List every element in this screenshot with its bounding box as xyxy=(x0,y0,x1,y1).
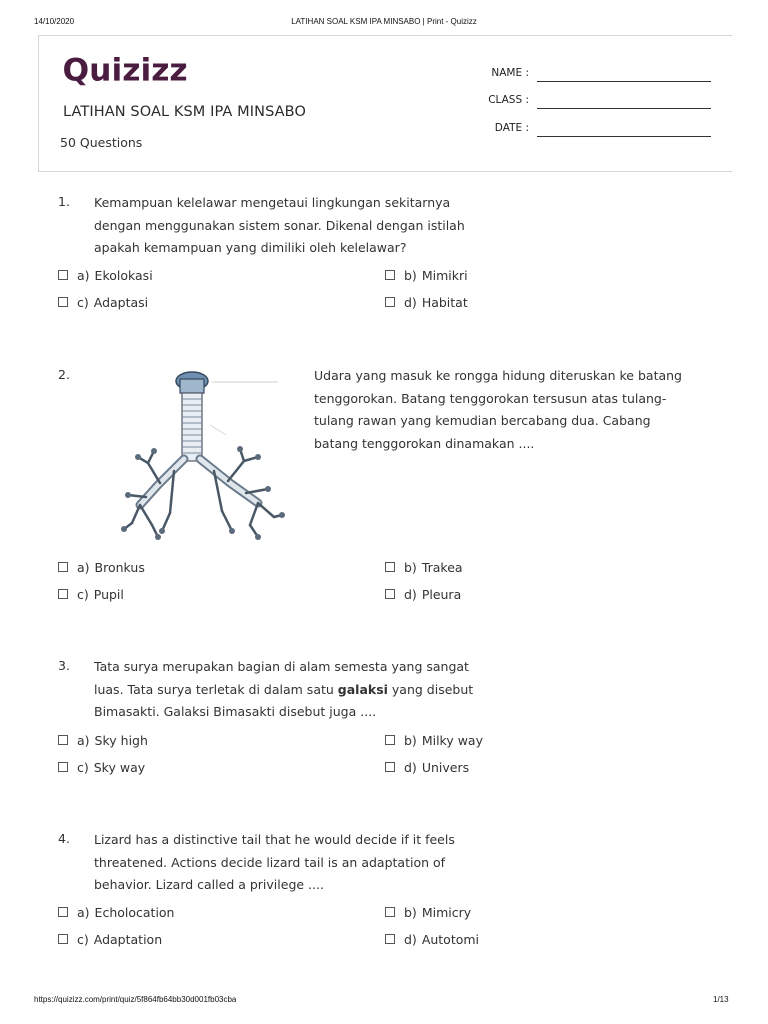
option-text: Mimicry xyxy=(421,904,472,920)
question-number: 1. xyxy=(58,194,70,209)
question-line: behavior. Lizard called a privilege .... xyxy=(94,877,324,892)
class-label: CLASS : xyxy=(488,94,529,106)
print-date: 14/10/2020 xyxy=(34,17,75,26)
checkbox[interactable] xyxy=(385,562,395,572)
checkbox[interactable] xyxy=(385,270,395,280)
option-c[interactable] xyxy=(58,293,148,311)
question-line: Udara yang masuk ke rongga hidung diteruskan ke batang xyxy=(314,368,682,383)
option-c[interactable] xyxy=(58,585,124,603)
question-line: threatened. Actions decide lizard tail is an adaptation of xyxy=(94,854,446,870)
checkbox[interactable] xyxy=(385,735,395,745)
option-text: Sky high xyxy=(94,732,148,748)
print-page-title: LATIHAN SOAL KSM IPA MINSABO | Print - Quizizz xyxy=(291,17,477,26)
quiz-header-card xyxy=(38,35,732,172)
option-a[interactable] xyxy=(58,731,148,749)
question-count: 50 Questions xyxy=(60,135,143,150)
option-c[interactable] xyxy=(58,758,145,776)
question-line: apakah kemampuan yang dimiliki oleh kelelawar? xyxy=(94,240,407,255)
question-text xyxy=(94,829,489,897)
question-line: Lizard has a distinctive tail that he would decide if it feels xyxy=(94,832,455,847)
question-number: 4. xyxy=(58,831,70,846)
class-line xyxy=(537,108,711,109)
option-letter: a) xyxy=(77,904,90,920)
option-letter: c) xyxy=(77,294,89,310)
question-line: dengan menggunakan sistem sonar. Dikenal dengan istilah xyxy=(94,217,465,233)
question-text xyxy=(94,656,489,724)
option-d[interactable] xyxy=(385,585,461,603)
checkbox[interactable] xyxy=(58,589,68,599)
option-letter: b) xyxy=(404,904,417,920)
date-line xyxy=(537,136,711,137)
checkbox[interactable] xyxy=(385,297,395,307)
date-label: DATE : xyxy=(494,122,529,134)
option-text: Mimikri xyxy=(421,267,468,283)
option-letter: b) xyxy=(404,732,417,748)
print-url: https://quizizz.com/print/quiz/5f864fb64bb30d001fb03cba xyxy=(34,995,237,1004)
checkbox[interactable] xyxy=(58,762,68,772)
option-letter: d) xyxy=(404,586,417,602)
checkbox[interactable] xyxy=(58,735,68,745)
question-line: Tata surya merupakan bagian di alam semesta yang sangat xyxy=(94,659,469,674)
option-text: Autotomi xyxy=(421,931,480,947)
option-text: Pleura xyxy=(421,586,462,602)
option-letter: a) xyxy=(77,732,90,748)
question-text xyxy=(94,192,489,260)
option-letter: a) xyxy=(77,267,90,283)
checkbox[interactable] xyxy=(58,934,68,944)
option-b[interactable] xyxy=(385,266,468,284)
option-letter: c) xyxy=(77,759,89,775)
question-line: tenggorokan. Batang tenggorokan tersusun atas tulang- xyxy=(314,390,667,406)
option-text: Univers xyxy=(421,759,470,775)
checkbox[interactable] xyxy=(58,562,68,572)
checkbox[interactable] xyxy=(385,589,395,599)
question-number: 2. xyxy=(58,367,70,382)
option-a[interactable] xyxy=(58,558,145,576)
option-letter: c) xyxy=(77,586,89,602)
question-line: Kemampuan kelelawar mengetaui lingkungan sekitarnya xyxy=(94,195,451,210)
option-text: Sky way xyxy=(93,759,146,775)
question-text xyxy=(314,365,714,455)
checkbox[interactable] xyxy=(58,297,68,307)
option-letter: b) xyxy=(404,559,417,575)
question-line: luas. Tata surya terletak di dalam satu galaksi yang disebut xyxy=(94,681,474,697)
option-letter: a) xyxy=(77,559,90,575)
option-text: Ekolokasi xyxy=(94,267,153,283)
question-line: Bimasakti. Galaksi Bimasakti disebut juga .... xyxy=(94,704,377,719)
option-text: Adaptasi xyxy=(93,294,149,310)
option-d[interactable] xyxy=(385,930,479,948)
quiz-title: LATIHAN SOAL KSM IPA MINSABO xyxy=(63,104,306,120)
question-line: tulang rawan yang kemudian bercabang dua. Cabang xyxy=(314,413,651,428)
option-c[interactable] xyxy=(58,930,162,948)
checkbox[interactable] xyxy=(385,934,395,944)
option-a[interactable] xyxy=(58,266,153,284)
option-a[interactable] xyxy=(58,903,175,921)
quizizz-logo xyxy=(59,51,199,89)
option-text: Bronkus xyxy=(94,559,145,575)
option-text: Trakea xyxy=(421,559,463,575)
trachea-bronchi-illustration xyxy=(118,365,288,545)
option-letter: d) xyxy=(404,294,417,310)
option-letter: d) xyxy=(404,759,417,775)
option-text: Pupil xyxy=(93,586,124,602)
option-text: Milky way xyxy=(421,732,483,748)
option-d[interactable] xyxy=(385,293,468,311)
option-b[interactable] xyxy=(385,731,483,749)
checkbox[interactable] xyxy=(385,907,395,917)
option-b[interactable] xyxy=(385,558,463,576)
bold-term: galaksi xyxy=(337,681,388,697)
option-letter: b) xyxy=(404,267,417,283)
checkbox[interactable] xyxy=(58,270,68,280)
page-number: 1/13 xyxy=(713,995,729,1004)
question-number: 3. xyxy=(58,658,70,673)
name-label: NAME : xyxy=(491,67,529,79)
question-line: batang tenggorokan dinamakan .... xyxy=(314,435,535,451)
option-b[interactable] xyxy=(385,903,471,921)
option-letter: d) xyxy=(404,931,417,947)
option-text: Echolocation xyxy=(94,904,175,920)
option-text: Habitat xyxy=(421,294,468,310)
option-d[interactable] xyxy=(385,758,469,776)
logo-wordmark: Quizizz xyxy=(62,52,188,89)
option-letter: c) xyxy=(77,931,89,947)
checkbox[interactable] xyxy=(385,762,395,772)
checkbox[interactable] xyxy=(58,907,68,917)
option-text: Adaptation xyxy=(93,931,163,947)
name-line xyxy=(537,81,711,82)
